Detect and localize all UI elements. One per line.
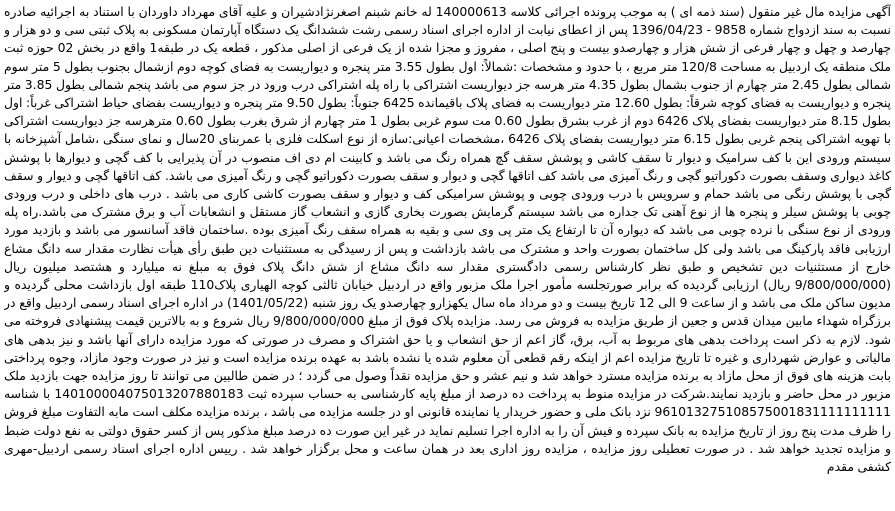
- notice-body-text: آگهی مزایده مال غیر منقول (سند ذمه ای ) به موجب پرونده اجرائی کلاسه 140000613 له خانم شبنم اصغرنژادشیران و علیه آقای مهرداد داوردان با استناد به اجرائیه صادره نسبت به سند ازدواج شماره 9858 - 1396/04/23 پس از اعطای نیابت از اداره اجرای اسناد رسمی رشت ششدانگ یک دستگاه آپارتمان مسکونی به پلاک ثبتی سی و دو هزار و چهارصد و چهل و چهار فرعی از شش هزار و چهارصدو بیست و پنج اصلی ، مفروز و مجزا شده از یک فرعی از اصلی مذکور ، قطعه یک در طبقه1 واقع در بخش 02 حوزه ثبت ملک منطقه یک اردبیل به مساحت 120/8 متر مربع ، با حدود و مشخصات :شمالاً: اول بطول 3.55 متر پنجره و دیواریست به فضای کوچه دوم ازشمال بجنوب بطول 5 متر سوم شمالی بطول 2.45 متر چهارم از جنوب بشمال بطول 4.35 متر هرسه جز دیواریست اشتراکی با راه پله اشتراکی درب ورود در جز سوم می باشد پنجم شمالی بطول 3.85 متر پنجره و دیواریست به فضای کوچه شرقاً: بطول 12.60 متر دیواریست به فضای پلاک باقیمانده 6425 جنوباً: بطول 9.50 متر پنجره و دیواریست بفضای حیاط اشتراکی غرباً: اول بطول 8.15 متر دیواریست بفضای پلاک 6426 دوم از غرب بشرق بطول 0.60 مت سوم غربی بطول 1 متر چهارم از شرق بغرب بطول 0.60 مترهرسه جز دیواریست اشتراکی با تهویه اشتراکی پنجم غربی بطول 6.15 متر دیواریست بفضای پلاک 6426 ،مشخصات اعیانی:سازه از نوع اسکلت فلزی با عمربنای 20سال و نمای سنگی ،شامل آشپزخانه با سیستم ورودی این با کف سرامیک و دیوار تا سقف کاشی و پوشش سقف گچ همراه رنگ می باشد و کابینت ام دی اف منصوب در آن پذیرایی با کف گچی و دیوارها با پوشش کاغذ دیواری وسقف بصورت دکوراتیو گچی و رنگ آمیزی می باشد کف اتاقها گچی و دیوار و سقف بصورت دکوراتیو گچی و رنگ آمیزی می باشد. کف اتاقها گچی و دیوار و سقف گچی با پوشش رنگی می باشد حمام و سرویس با درب ورودی چوبی و پوشش سرامیکی کف و دیوار و سقف بصورت کاشی کاری می باشد . درب های داخلی و درب ورودی چوبی با پوشش سیلر و پنجره ها از نوع آهنی تک جداره می باشد سیستم گرمایش بصورت بخاری گازی و انشعاب گاز مستقل و انشعابات آب و برق مشترک می باشد.راه پله ورودی از نوع سنگی با نرده چوبی می باشد که دیواره آن تا ارتفاع یک متر پی وی سی و بقیه به همراه سقف رنگ آمیزی بوده .ساختمان فاقد آسانسور می باشد و بازدید مورد ارزیابی فاقد پارکینگ می باشد ولی کل ساختمان بصورت واحد و مشترک می باشد بازداشت و پس از رسیدگی به مستثنیات دین طبق رأی هیأت نظارت مقدار سه دانگ مشاع خارج از مستثنیات دین تشخیص و طبق نظر کارشناس رسمی دادگستری مقدار سه دانگ مشاع از شش دانگ پلاک فوق به مبلغ نه میلیارد و هشتصد میلیون ریال (9/800/000/000 ریال) ارزیابی گردیده که برابر صورتجلسه مأمور اجرا ملک مزبور واقع در اردبیل خیابان ثالثی کوچه الهیاری پلاک110 طبقه اول بازداشت محلی گردیده و مدیون ساکن ملک می باشد و از ساعت 9 الی 12 تاریخ بیست و دو مرداد ماه سال یکهزارو چهارصدو یک روز شنبه (1401/05/22) در اداره اجرای اسناد رسمی اردبیل واقع در برزگراه شهداء مابین میدان قدس و جعین از طریق مزایده به فروش می رسد. مزایده پلاک فوق از مبلغ 9/800/000/000 ریال شروع و به بالاترین قیمت پیشنهادی فروخته می شود. لازم به ذکر است پرداخت بدهی های مربوط به آب، برق، گاز اعم از حق انشعاب و یا حق اشتراک و مصرف در صورتی که مورد مزایده دارای آنها باشد و نیز بدهی های مالیاتی و عوارض شهرداری و غیره تا تاریخ مزایده اعم از اینکه رقم قطعی آن معلوم شده یا نشده باشد به عهده برنده مزایده است و نیز در صورت وجود مازاد، وجوه پرداختی بابت هزینه های فوق از محل مازاد به برنده مزایده مسترد خواهد شد و نیم عشر و حق مزایده نقداً وصول می گردد ؛ در ضمن طالبین می توانند تا روز مزایده جهت بازدید ملک مزبور در محل حاضر و بازدید نمایند.شرکت در مزایده منوط به پرداخت ده درصد از مبلغ پایه کارشناسی به حساب سپرده ثبت 140100004075013207880183 با شناسه 961013275108575001831111111111 نزد بانک ملی و حضور خریدار یا نماینده قانونی او در جلسه مزایده می باشد ، برنده مزایده مکلف است مابه التفاوت مبلغ فروش را ظرف مدت پنج روز از تاریخ مزایده به بانک سپرده و فیش آن را به اداره اجرا تسلیم نماید در غیر این صورت ده درصد مبلغ مذکور پس از کسر حقوق دولتی به نفع دولت ضبط و مزایده تجدید خواهد شد . در صورت تعطیلی روز مزایده ، مزایده روز اداری بعد در همان ساعت و محل برگزار خواهد شد . رییس اداره اجرای اسناد رسمی اردبیل-مهری کشفی مقدم: [4, 4, 891, 475]
- auction-notice: [4, 3, 891, 508]
